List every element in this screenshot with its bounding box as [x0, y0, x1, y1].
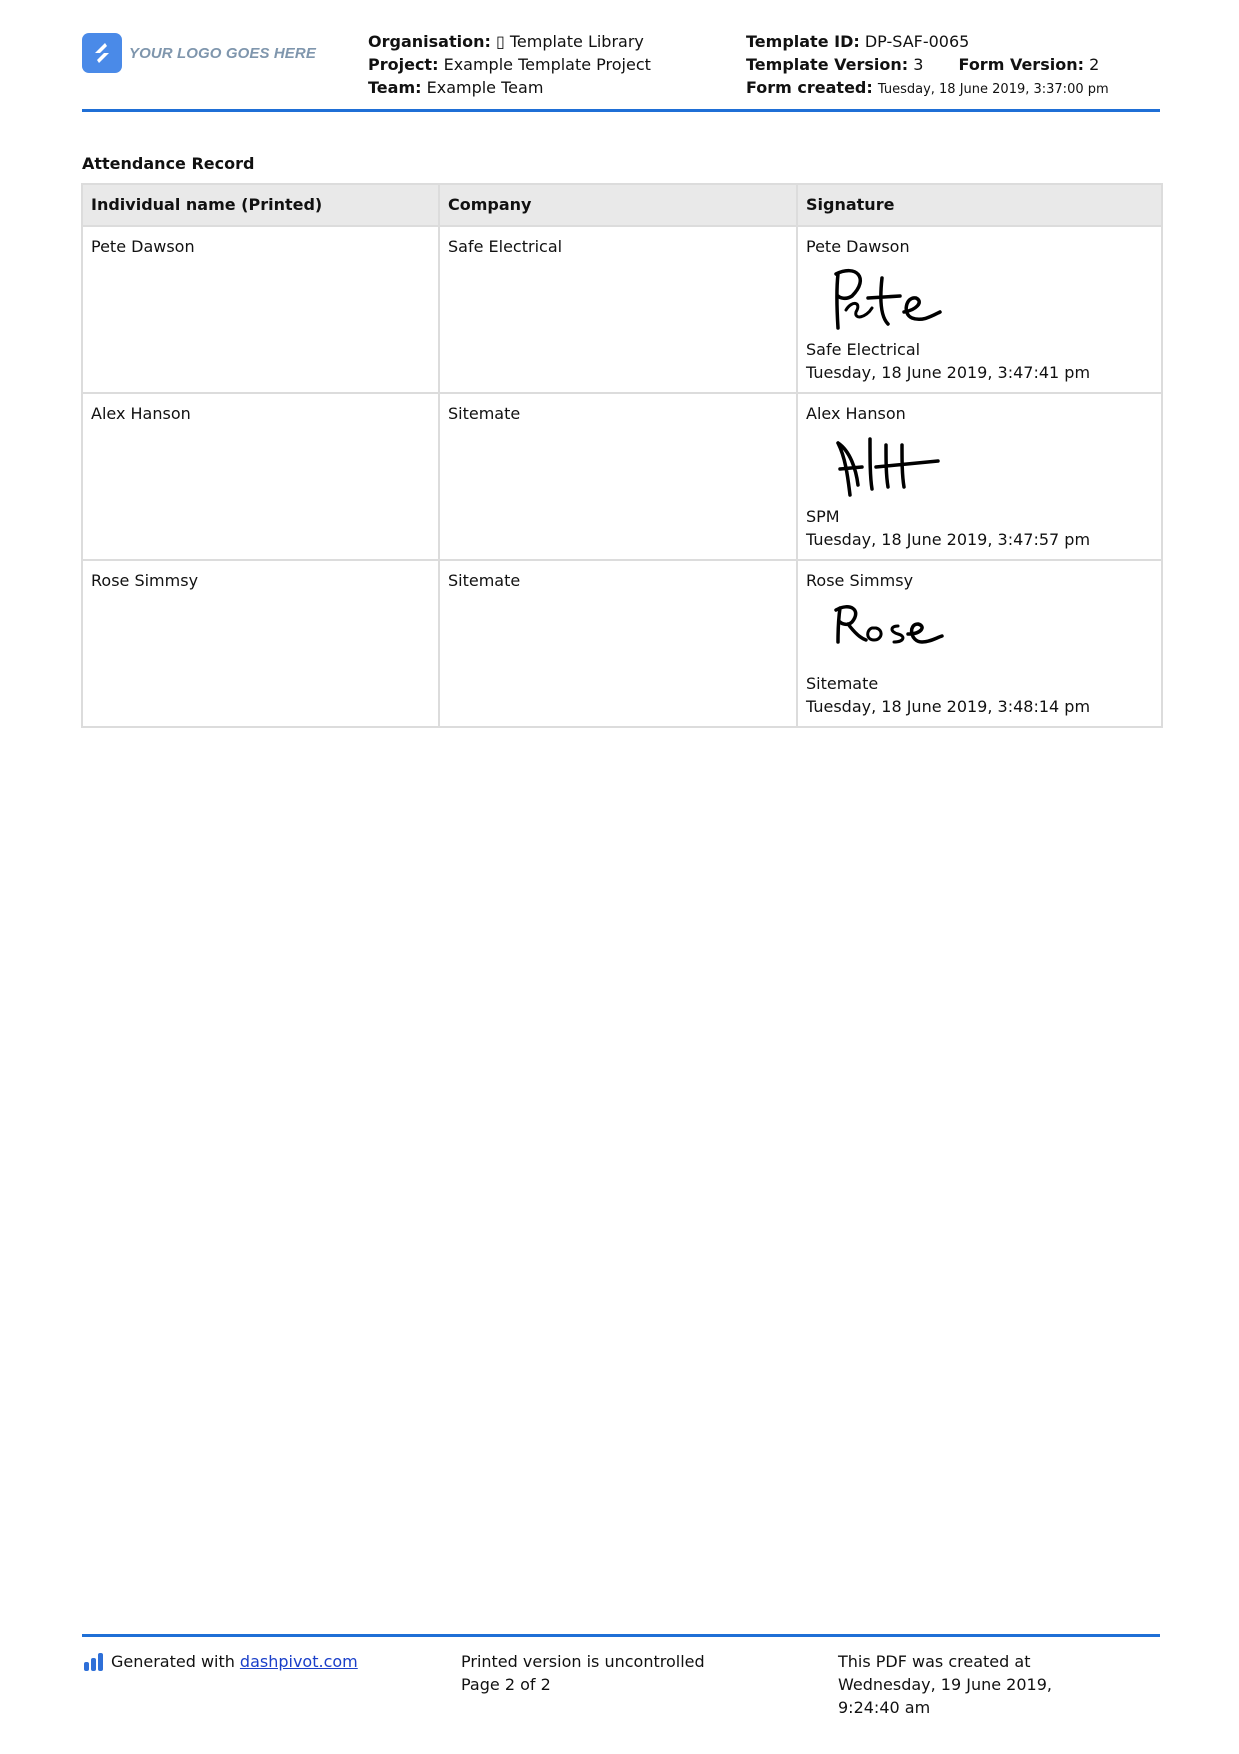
logo-s-icon — [82, 33, 122, 73]
cell-signature — [797, 226, 1162, 393]
signatory-name: Pete Dawson — [806, 237, 910, 256]
cell-name: Rose Simmsy — [82, 560, 439, 727]
cell-company: Sitemate — [439, 393, 797, 560]
page-header — [82, 30, 1160, 112]
cell-company: Sitemate — [439, 560, 797, 727]
template-version-value: 3 — [913, 55, 924, 74]
column-header-signature: Signature — [797, 184, 1162, 226]
dashpivot-link[interactable]: dashpivot.com — [239, 1652, 358, 1671]
template-id-line — [746, 30, 1109, 53]
signatory-company: Safe Electrical — [806, 340, 921, 359]
footer-generated — [84, 1650, 358, 1673]
generated-prefix: Generated with — [111, 1652, 235, 1671]
team-line — [368, 76, 651, 99]
table-row — [82, 393, 1162, 560]
organisation-value: ▯ Template Library — [495, 32, 644, 51]
attendance-table — [81, 183, 1163, 728]
table-row — [82, 560, 1162, 727]
signature-image — [826, 596, 946, 666]
version-line — [746, 53, 1109, 76]
cell-name: Pete Dawson — [82, 226, 439, 393]
header-project-info — [368, 30, 651, 99]
logo-text: YOUR LOGO GOES HERE — [129, 44, 316, 62]
template-id-label: Template ID: — [746, 32, 860, 51]
organisation-label: Organisation: — [368, 32, 491, 51]
signature-image — [826, 262, 946, 332]
page-number: Page 2 of 2 — [461, 1675, 551, 1694]
header-divider — [82, 109, 1160, 112]
column-header-company: Company — [439, 184, 797, 226]
table-row — [82, 226, 1162, 393]
dashpivot-bars-icon — [84, 1653, 103, 1671]
footer-divider — [82, 1634, 1160, 1637]
form-created-line — [746, 76, 1109, 101]
form-version-label: Form Version: — [958, 55, 1084, 74]
cell-name: Alex Hanson — [82, 393, 439, 560]
signature-timestamp: Tuesday, 18 June 2019, 3:48:14 pm — [806, 697, 1091, 716]
form-created-label: Form created: — [746, 78, 873, 97]
project-label: Project: — [368, 55, 439, 74]
header-template-info — [746, 30, 1109, 101]
section-title: Attendance Record — [82, 154, 255, 173]
cell-company: Safe Electrical — [439, 226, 797, 393]
signature-timestamp: Tuesday, 18 June 2019, 3:47:41 pm — [806, 363, 1091, 382]
form-created-value: Tuesday, 18 June 2019, 3:37:00 pm — [877, 82, 1109, 97]
template-id-value: DP-SAF-0065 — [864, 32, 970, 51]
signatory-name: Alex Hanson — [806, 404, 906, 423]
cell-signature — [797, 560, 1162, 727]
project-value: Example Template Project — [443, 55, 651, 74]
column-header-name: Individual name (Printed) — [82, 184, 439, 226]
template-version-label: Template Version: — [746, 55, 909, 74]
uncontrolled-notice: Printed version is uncontrolled — [461, 1652, 705, 1671]
footer-page-info — [461, 1650, 705, 1696]
signature-image — [826, 429, 946, 499]
footer-created-at: This PDF was created at Wednesday, 19 June 2019, 9:24:40 am — [838, 1652, 1052, 1717]
organisation-line — [368, 30, 651, 53]
company-logo — [82, 33, 316, 73]
team-value: Example Team — [426, 78, 544, 97]
signatory-name: Rose Simmsy — [806, 571, 914, 590]
form-version-value: 2 — [1089, 55, 1100, 74]
project-line — [368, 53, 651, 76]
cell-signature — [797, 393, 1162, 560]
signatory-company: SPM — [806, 507, 840, 526]
team-label: Team: — [368, 78, 422, 97]
table-header-row — [82, 184, 1162, 226]
signatory-company: Sitemate — [806, 674, 879, 693]
signature-timestamp: Tuesday, 18 June 2019, 3:47:57 pm — [806, 530, 1091, 549]
